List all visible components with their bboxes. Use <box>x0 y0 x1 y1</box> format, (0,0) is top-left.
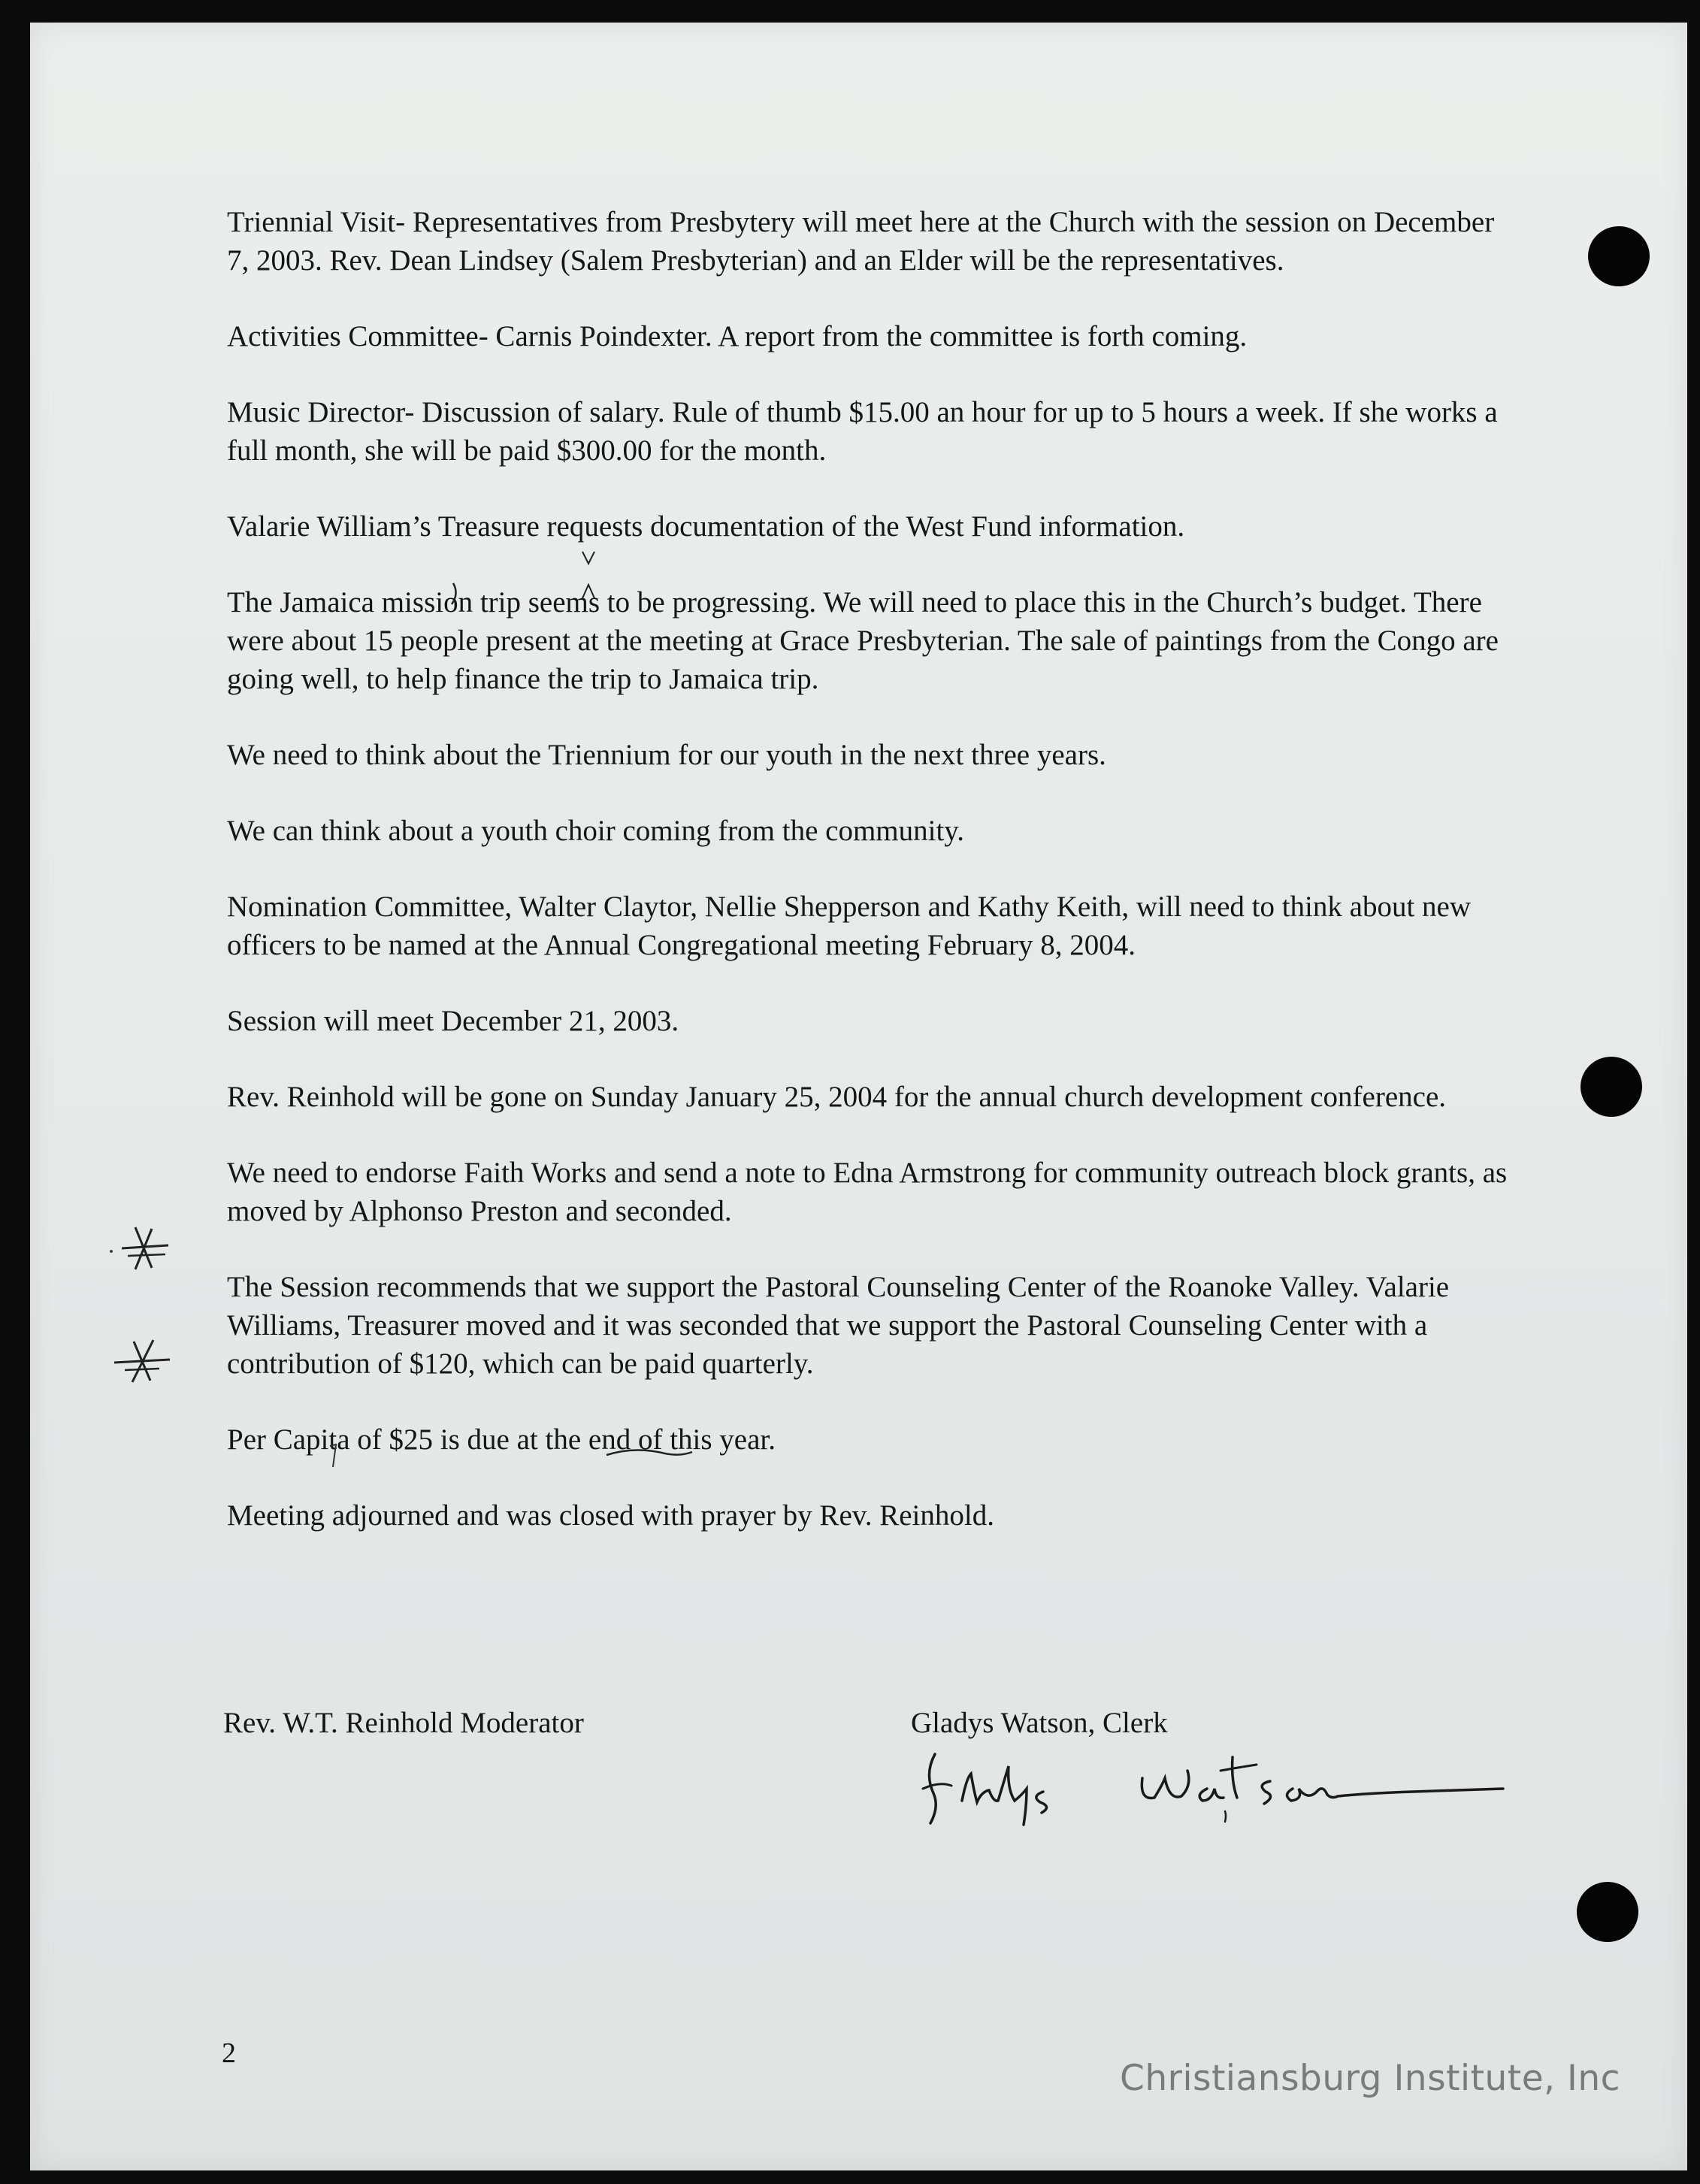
paragraph-youth-choir: We can think about a youth choir coming from the community. <box>227 815 965 847</box>
insertion-mark-icon <box>449 579 479 609</box>
caret-mark-icon <box>576 549 606 601</box>
moderator-signature-line: Rev. W.T. Reinhold Moderator <box>223 1707 584 1739</box>
minutes-body <box>227 203 1520 1572</box>
paragraph-treasurer-request: Valarie William’s Treasure requests documentation of the West Fund information. <box>227 510 1185 543</box>
paragraph-music-director: Music Director- Discussion of salary. Rule of thumb $15.00 an hour for up to 5 hours a week. If she works a full month, she will be paid $300.00 for the month. <box>227 396 1498 467</box>
page-number: 2 <box>222 2037 236 2069</box>
paragraph-adjournment: Meeting adjourned and was closed with prayer by Rev. Reinhold. <box>227 1499 994 1532</box>
margin-asterisk-icon <box>105 1334 173 1387</box>
underline-mark-icon <box>605 1444 695 1467</box>
punch-hole-bottom <box>1577 1882 1638 1942</box>
punch-hole-top <box>1588 226 1650 286</box>
paragraph-per-capita: Per Capita of $25 is due at the end of this year. <box>227 1423 776 1456</box>
punch-hole-middle <box>1581 1057 1642 1117</box>
paragraph-triennium: We need to think about the Triennium for our youth in the next three years. <box>227 739 1106 771</box>
paragraph-rev-absence: Rev. Reinhold will be gone on Sunday January 25, 2004 for the annual church development conference. <box>227 1081 1447 1113</box>
clerk-signature-line: Gladys Watson, Clerk <box>911 1707 1168 1739</box>
watermark: Christiansburg Institute, Inc <box>1120 2058 1620 2099</box>
paragraph-triennial-visit: Triennial Visit- Representatives from Presbytery will meet here at the Church with the session on December 7, 2003. Rev. Dean Lindsey (Salem Presbyterian) and an Elder will be the representatives. <box>227 206 1495 277</box>
paragraph-activities-committee: Activities Committee- Carnis Poindexter. A report from the committee is forth coming. <box>227 320 1248 352</box>
paragraph-session-meeting: Session will meet December 21, 2003. <box>227 1005 679 1037</box>
paragraph-pastoral-counseling: The Session recommends that we support the Pastoral Counseling Center of the Roanoke Valley. Valarie Williams, Treasurer moved and it was seconded that we support the Pastoral Counseling Center with a contribution of $120, which can be paid quarterly. <box>227 1271 1450 1380</box>
paragraph-faith-works: We need to endorse Faith Works and send a note to Edna Armstrong for community outreach block grants, as moved by Alphonso Preston and seconded. <box>227 1157 1508 1227</box>
handwritten-signature <box>917 1729 1518 1849</box>
paragraph-nomination-committee: Nomination Committee, Walter Claytor, Nellie Shepperson and Kathy Keith, will need to think about new officers to be named at the Annual Congregational meeting February 8, 2004. <box>227 891 1472 961</box>
margin-asterisk-icon <box>105 1221 173 1274</box>
tick-mark-icon <box>325 1441 348 1472</box>
paragraph-jamaica-mission: The Jamaica mission trip seems to be progressing. We will need to place this in the Church’s budget. There were about 15 people present at the meeting at Grace Presbyterian. The sale of paintings from the Congo are going well, to help finance the trip to Jamaica trip. <box>227 586 1499 695</box>
